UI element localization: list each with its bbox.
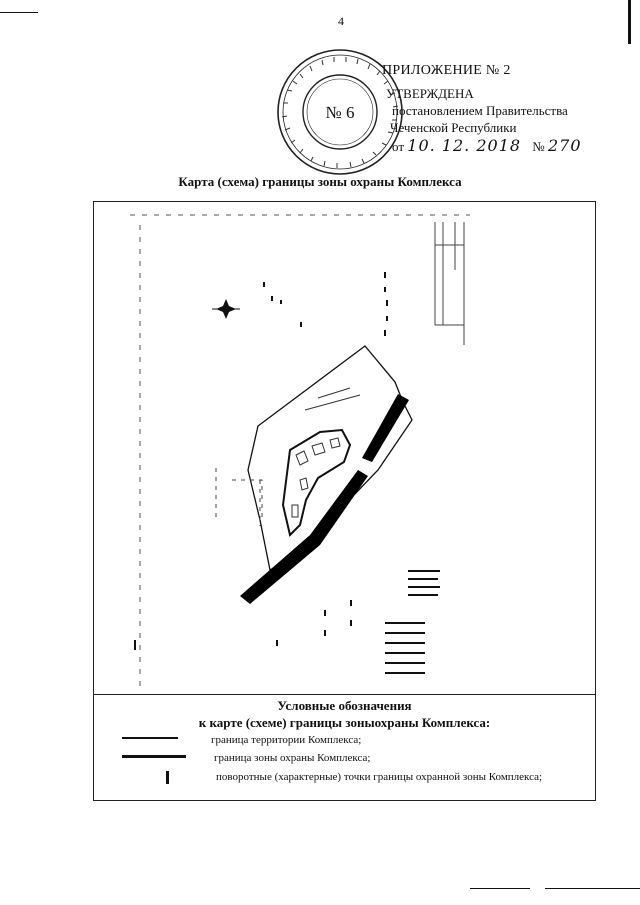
river-band <box>362 394 409 462</box>
protection-zone-boundary <box>248 346 412 570</box>
compass-icon <box>212 299 240 319</box>
page-title: Карта (схема) границы зоны охраны Комплекса <box>178 174 462 189</box>
legend-tick-symbol <box>166 771 169 784</box>
republic-label: Чеченской Республики <box>390 120 517 135</box>
resolution-label: постановлением Правительства <box>392 103 568 118</box>
date-prefix: от <box>392 139 405 154</box>
legend-heading <box>93 697 596 731</box>
approval-date: 10. 12. 2018 <box>407 136 522 155</box>
legend-title: Условные обозначения <box>277 698 412 713</box>
map-side-table <box>435 222 464 345</box>
number-prefix: № <box>532 139 545 154</box>
stamp-number: № 6 <box>325 103 355 122</box>
legend-item-zone: граница зоны охраны Комплекса; <box>214 752 371 764</box>
approval-number: 270 <box>547 136 582 155</box>
legend-item-territory: граница территории Комплекса; <box>211 734 362 746</box>
legend-item-points: поворотные (характерные) точки границы охранной зоны Комплекса; <box>216 771 543 783</box>
legend-divider <box>93 694 596 695</box>
legend-subtitle: к карте (схеме) границы зоныохраны Комплекса: <box>198 715 491 730</box>
appendix-label: ПРИЛОЖЕНИЕ № 2 <box>382 63 511 78</box>
approved-label: УТВЕРЖДЕНА <box>386 86 474 101</box>
page-number: 4 <box>338 14 344 28</box>
legend-thin-line-symbol <box>122 737 178 739</box>
legend-thick-line-symbol <box>122 755 186 758</box>
river-band-lower <box>240 470 368 604</box>
